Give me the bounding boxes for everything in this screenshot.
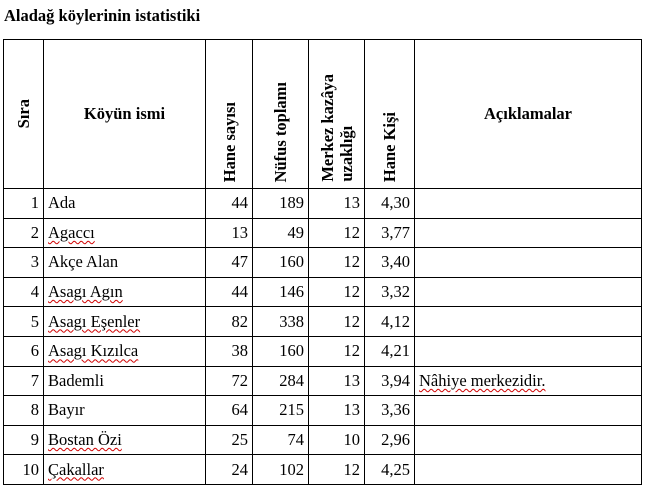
cell-aciklama (415, 248, 642, 278)
cell-nufus: 146 (253, 277, 309, 307)
cell-aciklama (415, 455, 642, 485)
cell-aciklama (415, 218, 642, 248)
cell-mesafe: 12 (309, 336, 365, 366)
cell-mesafe: 12 (309, 277, 365, 307)
cell-mesafe: 12 (309, 248, 365, 278)
cell-sira: 8 (4, 396, 44, 426)
cell-nufus: 338 (253, 307, 309, 337)
cell-koy: Asagı Kızılca (44, 336, 206, 366)
cell-aciklama: Nâhiye merkezidir. (415, 366, 642, 396)
header-merkez-uzaklik: Merkez kazâya uzaklığı (309, 40, 365, 189)
table-row (4, 189, 642, 219)
table-row (4, 248, 642, 278)
cell-mesafe: 10 (309, 425, 365, 455)
document-title: Aladağ köylerinin istatistiki (4, 6, 201, 25)
cell-sira: 5 (4, 307, 44, 337)
table-row (4, 307, 642, 337)
cell-hane: 13 (206, 218, 253, 248)
cell-koy: Bostan Özi (44, 425, 206, 455)
cell-mesafe: 12 (309, 218, 365, 248)
cell-mesafe: 12 (309, 307, 365, 337)
cell-koy: Çakallar (44, 455, 206, 485)
cell-aciklama (415, 396, 642, 426)
header-hane-kisi: Hane Kişi (365, 40, 415, 189)
cell-nufus: 74 (253, 425, 309, 455)
table-row (4, 455, 642, 485)
cell-hane-kisi: 4,25 (365, 455, 415, 485)
cell-koy: Agaccı (44, 218, 206, 248)
cell-hane: 72 (206, 366, 253, 396)
table-row (4, 277, 642, 307)
header-nufus-toplami: Nüfus toplamı (253, 40, 309, 189)
cell-koy: Bademli (44, 366, 206, 396)
table-row (4, 425, 642, 455)
cell-koy: Akçe Alan (44, 248, 206, 278)
cell-nufus: 189 (253, 189, 309, 219)
cell-nufus: 160 (253, 248, 309, 278)
cell-nufus: 102 (253, 455, 309, 485)
cell-hane-kisi: 4,30 (365, 189, 415, 219)
table-row (4, 336, 642, 366)
cell-sira: 6 (4, 336, 44, 366)
cell-mesafe: 13 (309, 189, 365, 219)
cell-hane: 47 (206, 248, 253, 278)
header-koy-ismi: Köyün ismi (44, 40, 206, 189)
cell-hane-kisi: 2,96 (365, 425, 415, 455)
header-aciklamalar: Açıklamalar (415, 40, 642, 189)
cell-hane-kisi: 3,77 (365, 218, 415, 248)
cell-nufus: 160 (253, 336, 309, 366)
header-row (4, 40, 642, 189)
cell-sira: 9 (4, 425, 44, 455)
header-hane-sayisi: Hane sayısı (206, 40, 253, 189)
cell-aciklama (415, 307, 642, 337)
cell-nufus: 215 (253, 396, 309, 426)
cell-hane-kisi: 4,21 (365, 336, 415, 366)
cell-nufus: 49 (253, 218, 309, 248)
cell-nufus: 284 (253, 366, 309, 396)
cell-sira: 3 (4, 248, 44, 278)
cell-koy: Asagı Agın (44, 277, 206, 307)
header-sira: Sıra (4, 40, 44, 189)
cell-koy: Ada (44, 189, 206, 219)
cell-aciklama (415, 336, 642, 366)
cell-hane: 44 (206, 189, 253, 219)
table-row (4, 218, 642, 248)
cell-hane: 44 (206, 277, 253, 307)
cell-sira: 4 (4, 277, 44, 307)
cell-hane: 24 (206, 455, 253, 485)
cell-hane: 25 (206, 425, 253, 455)
cell-mesafe: 13 (309, 366, 365, 396)
cell-hane-kisi: 3,32 (365, 277, 415, 307)
cell-hane: 64 (206, 396, 253, 426)
cell-hane-kisi: 3,40 (365, 248, 415, 278)
cell-koy: Bayır (44, 396, 206, 426)
cell-koy: Asagı Eşenler (44, 307, 206, 337)
cell-sira: 2 (4, 218, 44, 248)
cell-hane: 82 (206, 307, 253, 337)
cell-hane: 38 (206, 336, 253, 366)
cell-sira: 7 (4, 366, 44, 396)
cell-mesafe: 12 (309, 455, 365, 485)
cell-hane-kisi: 3,94 (365, 366, 415, 396)
cell-aciklama (415, 425, 642, 455)
cell-mesafe: 13 (309, 396, 365, 426)
cell-hane-kisi: 3,36 (365, 396, 415, 426)
cell-aciklama (415, 189, 642, 219)
cell-aciklama (415, 277, 642, 307)
table-row (4, 366, 642, 396)
cell-sira: 10 (4, 455, 44, 485)
cell-hane-kisi: 4,12 (365, 307, 415, 337)
village-statistics-table (3, 39, 642, 485)
table-row (4, 396, 642, 426)
cell-sira: 1 (4, 189, 44, 219)
